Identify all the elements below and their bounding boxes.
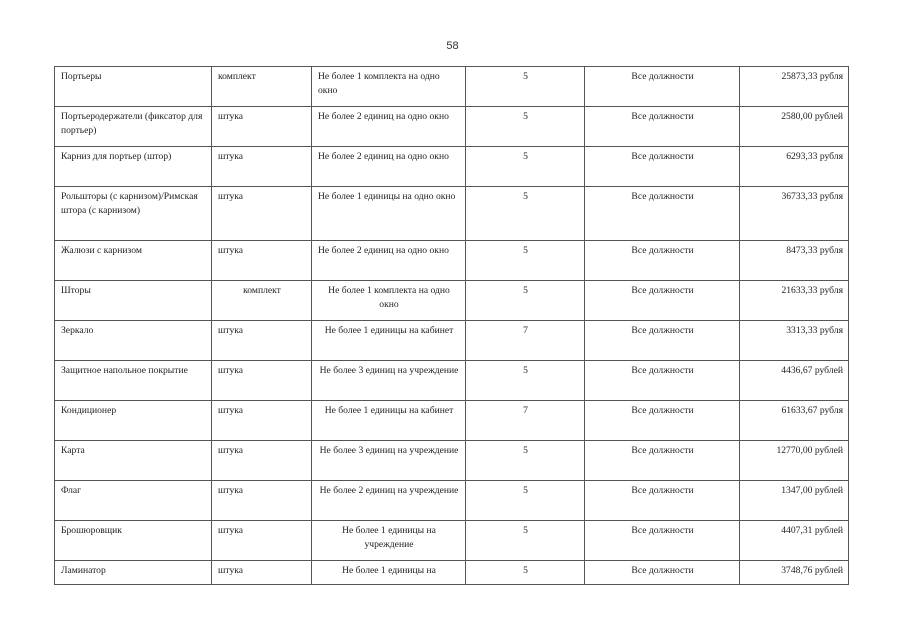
item-name: Портьеры (55, 67, 212, 107)
item-name: Шторы (55, 281, 212, 321)
item-price: 6293,33 рубля (740, 147, 849, 187)
item-norm: Не более 3 единиц на учреждение (312, 361, 466, 401)
item-name: Карта (55, 441, 212, 481)
norms-table (54, 66, 849, 585)
table-row (55, 241, 849, 281)
item-unit: штука (212, 561, 312, 585)
table-row (55, 521, 849, 561)
item-norm: Не более 2 единиц на одно окно (312, 107, 466, 147)
item-norm: Не более 2 единиц на одно окно (312, 241, 466, 281)
item-name: Жалюзи с карнизом (55, 241, 212, 281)
item-position: Все должности (585, 281, 740, 321)
item-position: Все должности (585, 441, 740, 481)
item-name: Портьеродержатели (фиксатор для портьер) (55, 107, 212, 147)
item-price: 21633,33 рубля (740, 281, 849, 321)
item-years: 7 (466, 401, 585, 441)
item-position: Все должности (585, 481, 740, 521)
item-position: Все должности (585, 521, 740, 561)
item-unit: штука (212, 521, 312, 561)
table-row (55, 361, 849, 401)
item-unit: штука (212, 481, 312, 521)
item-years: 5 (466, 147, 585, 187)
item-position: Все должности (585, 147, 740, 187)
page-number: 58 (446, 40, 459, 52)
item-norm: Не более 1 единицы на (312, 561, 466, 585)
item-years: 5 (466, 241, 585, 281)
item-price: 61633,67 рубля (740, 401, 849, 441)
table-row (55, 147, 849, 187)
item-name: Защитное напольное покрытие (55, 361, 212, 401)
table-row (55, 107, 849, 147)
item-name: Карниз для портьер (штор) (55, 147, 212, 187)
item-price: 1347,00 рублей (740, 481, 849, 521)
item-norm: Не более 1 комплекта на одно окно (312, 67, 466, 107)
item-position: Все должности (585, 241, 740, 281)
item-name: Брошюровщик (55, 521, 212, 561)
item-price: 36733,33 рубля (740, 187, 849, 241)
table-row (55, 187, 849, 241)
item-norm: Не более 1 единицы на одно окно (312, 187, 466, 241)
table-row (55, 441, 849, 481)
item-name: Зеркало (55, 321, 212, 361)
item-norm: Не более 1 комплекта на одно окно (312, 281, 466, 321)
item-years: 5 (466, 561, 585, 585)
table-row (55, 561, 849, 585)
item-position: Все должности (585, 107, 740, 147)
item-years: 5 (466, 361, 585, 401)
item-position: Все должности (585, 361, 740, 401)
item-norm: Не более 2 единиц на учреждение (312, 481, 466, 521)
item-position: Все должности (585, 187, 740, 241)
item-unit: комплект (212, 67, 312, 107)
item-position: Все должности (585, 67, 740, 107)
item-unit: штука (212, 401, 312, 441)
item-years: 5 (466, 521, 585, 561)
item-price: 4407,31 рублей (740, 521, 849, 561)
item-unit: штука (212, 241, 312, 281)
item-unit: штука (212, 361, 312, 401)
item-norm: Не более 1 единицы на кабинет (312, 401, 466, 441)
item-years: 5 (466, 67, 585, 107)
item-years: 5 (466, 441, 585, 481)
item-norm: Не более 3 единиц на учреждение (312, 441, 466, 481)
item-position: Все должности (585, 321, 740, 361)
item-name: Ламинатор (55, 561, 212, 585)
item-unit: штука (212, 321, 312, 361)
item-unit: штука (212, 107, 312, 147)
item-years: 5 (466, 281, 585, 321)
table-row (55, 67, 849, 107)
table-row (55, 281, 849, 321)
item-name: Флаг (55, 481, 212, 521)
item-norm: Не более 1 единицы на кабинет (312, 321, 466, 361)
item-position: Все должности (585, 561, 740, 585)
item-name: Кондиционер (55, 401, 212, 441)
item-name: Рольшторы (с карнизом)/Римская штора (с карнизом) (55, 187, 212, 241)
item-position: Все должности (585, 401, 740, 441)
table-row (55, 321, 849, 361)
item-norm: Не более 1 единицы на учреждение (312, 521, 466, 561)
item-unit: штука (212, 147, 312, 187)
item-price: 4436,67 рублей (740, 361, 849, 401)
table-row (55, 481, 849, 521)
item-norm: Не более 2 единиц на одно окно (312, 147, 466, 187)
item-price: 3748,76 рублей (740, 561, 849, 585)
item-price: 25873,33 рубля (740, 67, 849, 107)
item-years: 7 (466, 321, 585, 361)
item-unit: комплект (212, 281, 312, 321)
item-price: 3313,33 рубля (740, 321, 849, 361)
item-years: 5 (466, 187, 585, 241)
item-price: 12770,00 рублей (740, 441, 849, 481)
item-unit: штука (212, 441, 312, 481)
item-price: 2580,00 рублей (740, 107, 849, 147)
item-years: 5 (466, 481, 585, 521)
table-row (55, 401, 849, 441)
item-price: 8473,33 рубля (740, 241, 849, 281)
item-years: 5 (466, 107, 585, 147)
item-unit: штука (212, 187, 312, 241)
